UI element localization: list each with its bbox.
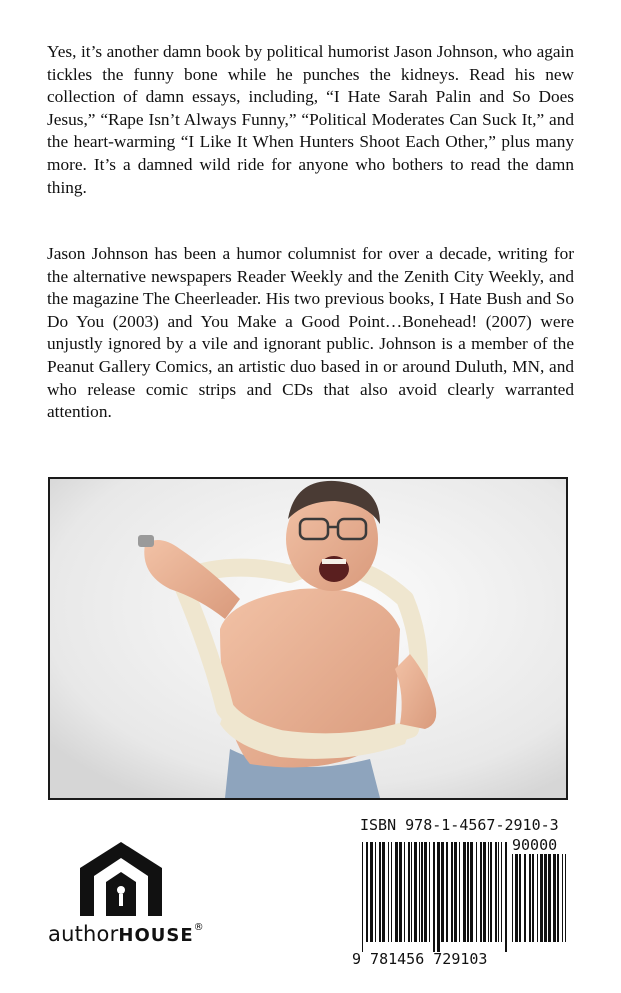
barcode-bar	[498, 842, 499, 942]
barcode-bar	[375, 842, 376, 942]
barcode-bar	[544, 854, 547, 942]
registered-mark: ®	[193, 922, 204, 933]
barcode-bar	[565, 854, 566, 942]
barcode-bar	[470, 842, 473, 942]
barcode-bar	[414, 842, 417, 942]
barcode-bar	[429, 842, 430, 942]
barcode-bar	[370, 842, 373, 942]
barcode-bar	[524, 854, 526, 942]
publisher-name-part2: HOUSE	[118, 925, 194, 946]
addon-bars	[512, 854, 572, 952]
barcode-bar	[399, 842, 402, 942]
author-photo	[48, 477, 568, 800]
barcode-bar	[395, 842, 398, 942]
barcode-bar	[408, 842, 410, 942]
publisher-name	[48, 922, 204, 946]
isbn-label: ISBN 978-1-4567-2910-3	[360, 816, 559, 834]
barcode-bar	[529, 854, 531, 942]
barcode-bar	[424, 842, 427, 942]
barcode-bar	[483, 842, 486, 942]
barcode-bar	[446, 842, 448, 942]
barcode-bar	[562, 854, 563, 942]
barcode-bar	[501, 842, 502, 942]
barcode-bar	[421, 842, 423, 942]
barcode-bar	[557, 854, 559, 942]
barcode-bar	[495, 842, 497, 942]
publisher-name-part1: author	[48, 922, 119, 946]
barcode-bar	[476, 842, 477, 942]
barcode-bar	[379, 842, 381, 942]
barcode-bar	[404, 842, 405, 942]
barcode-bar	[454, 842, 457, 942]
barcode-bar	[437, 842, 440, 952]
barcode-bar	[548, 854, 551, 942]
barcode-bar	[451, 842, 453, 942]
price-code: 90000	[512, 836, 558, 854]
barcode-bar	[553, 854, 556, 942]
barcode-bar	[512, 854, 513, 942]
barcode-bar	[411, 842, 412, 942]
publisher-logo	[48, 838, 218, 948]
description-paragraph-1: Yes, it’s another damn book by political humorist Jason Johnson, who again tickles the funny bone while he punches the kidneys. Read his new collection of damn essays, including, “I Hate Sarah Palin and So Does Jesus,” “Rape Isn’t Always Funny,” “Political Moderates Can Suck It,” and the heart-warming “I Like It When Hunters Shoot Each Other,” plus many more. It’s a damned wild ride for anyone who bothers to read the damn thing.	[47, 42, 574, 197]
barcode-bar	[505, 842, 507, 952]
ean-bars	[362, 842, 508, 952]
barcode-bar	[519, 854, 521, 942]
barcode-bar	[467, 842, 469, 942]
barcode-bar	[388, 842, 389, 942]
barcode-bar	[362, 842, 363, 952]
barcode-bar	[433, 842, 435, 952]
barcode-bar	[382, 842, 385, 942]
barcode-bar	[366, 842, 368, 942]
author-photo-illustration	[50, 479, 566, 798]
barcode-bar	[540, 854, 543, 942]
barcode-bar	[463, 842, 466, 942]
barcode-bar	[488, 842, 489, 942]
barcode-bar	[480, 842, 482, 942]
barcode-bar	[419, 842, 420, 942]
barcode-bar	[391, 842, 392, 942]
barcode-bar	[441, 842, 444, 942]
authorhouse-logo-icon	[76, 838, 166, 918]
barcode-bar	[459, 842, 460, 942]
author-bio-paragraph: Jason Johnson has been a humor columnist for over a decade, writing for the alternative newspapers Reader Weekly and the Zenith City Weekly, and the magazine The Cheerleader. His two previous books, I Hate Bush and So Do You (2003) and You Make a Good Point…Bonehead! (2007) were unjustly ignored by a vile and ignorant public. Johnson is a member of the Peanut Gallery Comics, an artistic duo based in or around Duluth, MN, and who release comic strips and CDs that also avoid clearly warranted attention.	[47, 244, 574, 422]
isbn-barcode	[352, 816, 574, 976]
barcode-bar	[532, 854, 534, 942]
barcode-bar	[515, 854, 518, 942]
barcode-bar	[490, 842, 492, 942]
ean-digits: 9 781456 729103	[352, 950, 488, 968]
barcode-bar	[537, 854, 538, 942]
